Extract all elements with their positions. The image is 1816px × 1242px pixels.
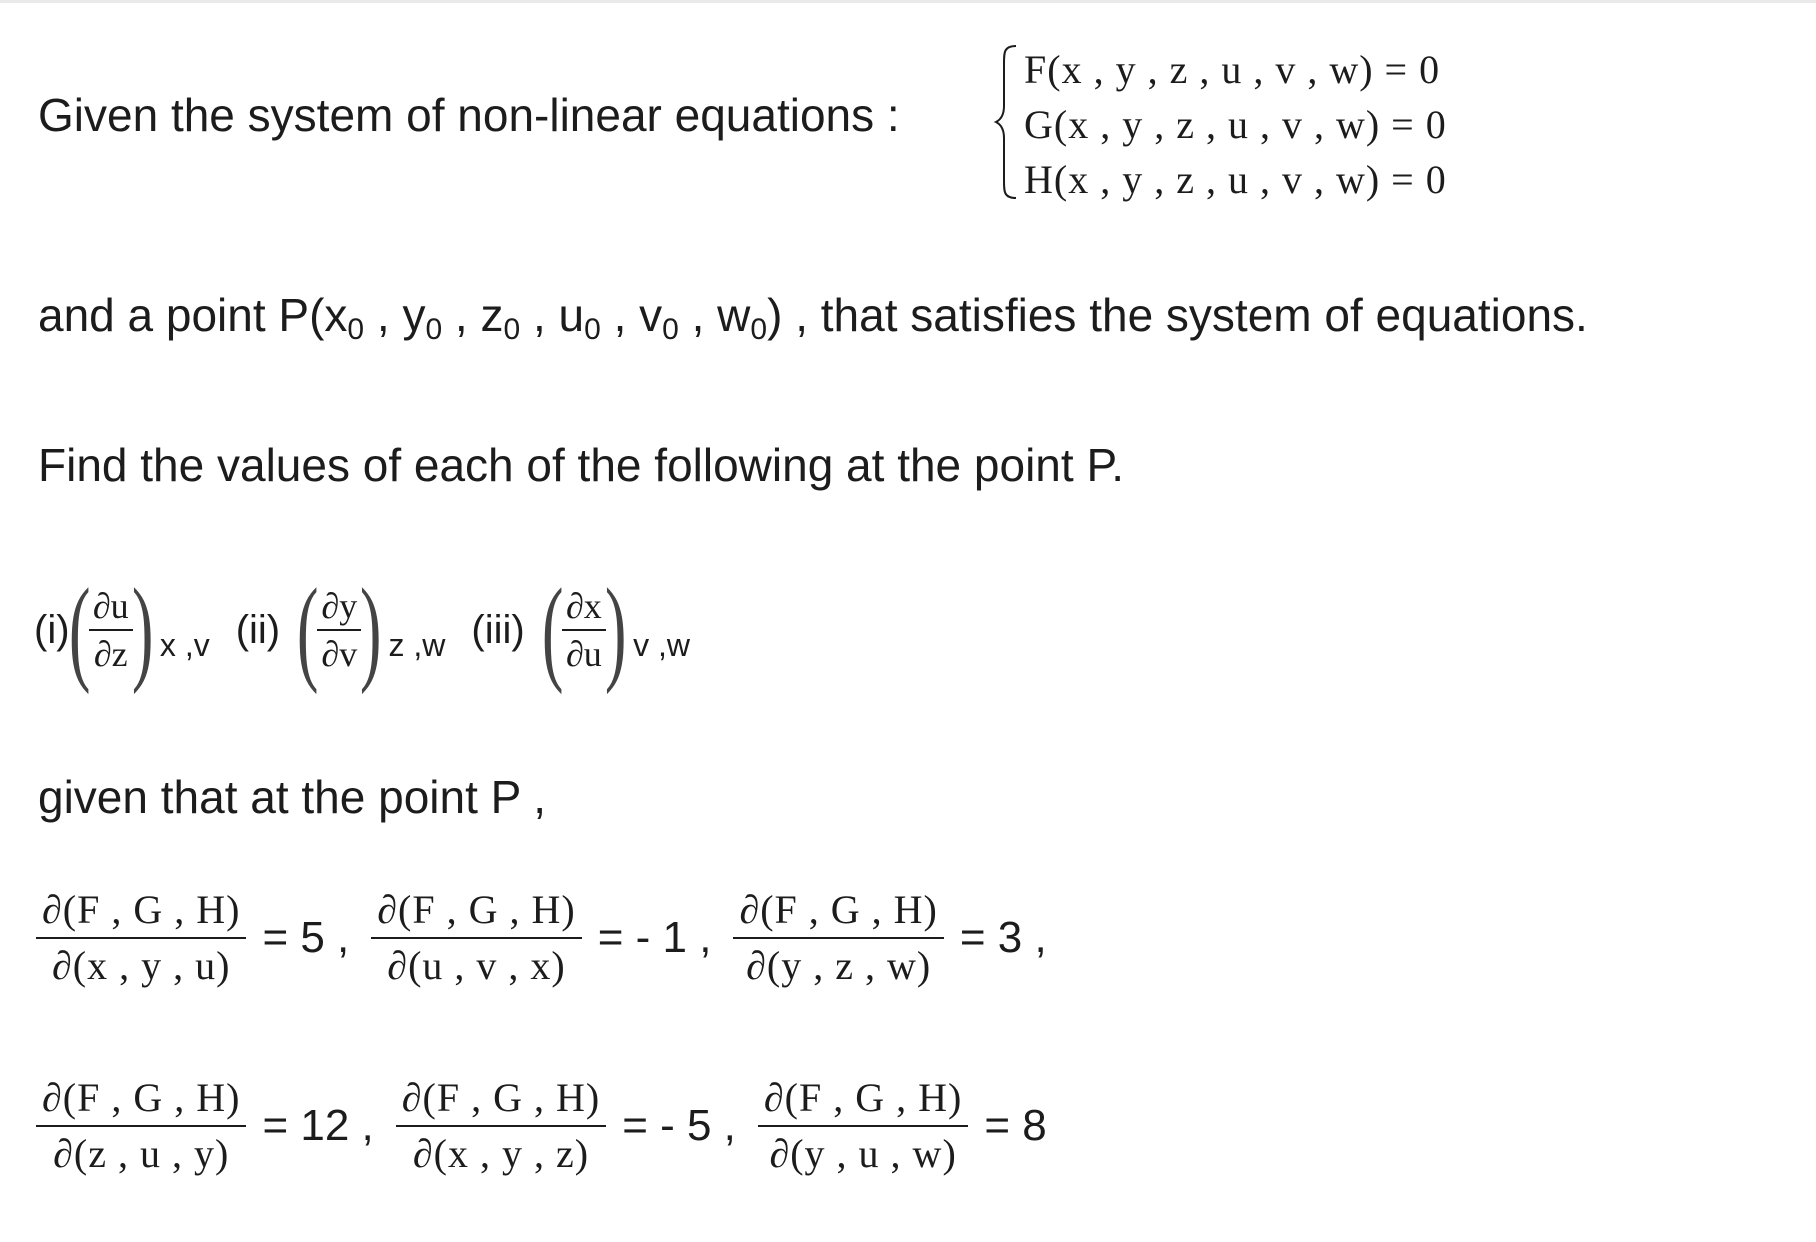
- left-paren-icon: (: [541, 564, 564, 695]
- jacobian-fraction: $\frac{\partial(F , G , H)}{\partial(y , z , w)}$: [733, 887, 943, 989]
- given-text: given that at the point P ,: [38, 771, 547, 823]
- jacobian-value: = 5 ,: [262, 913, 350, 962]
- right-paren-icon: ): [360, 564, 382, 695]
- jacobian-value: = 8: [984, 1101, 1047, 1150]
- coord-u: $u_0$: [558, 289, 601, 346]
- left-brace-icon: [994, 44, 1018, 200]
- derivatives-list: [34, 560, 690, 700]
- right-paren-icon: ): [131, 564, 154, 695]
- held-constant-1: x ,v: [159, 626, 210, 663]
- left-paren-icon: (: [68, 564, 90, 695]
- instruction-text: Find the values of each of the following at the point P.: [38, 439, 1124, 491]
- derivative-label-2: (ii): [235, 607, 281, 652]
- jacobian-row-2: [36, 1066, 1069, 1186]
- jacobian-fraction: $\frac{\partial(F , G , H)}{\partial(y , u , w)}$: [758, 1075, 968, 1177]
- equation-f: F(x , y , z , u , v , w) = 0: [1024, 47, 1441, 92]
- derivative-label-3: (iii): [471, 607, 525, 652]
- point-suffix: ) , that satisfies the system of equations.: [767, 289, 1588, 341]
- equation-h: H(x , y , z , u , v , w) = 0: [1024, 157, 1447, 202]
- right-paren-icon: ): [604, 564, 627, 695]
- held-constant-2: z ,w: [388, 626, 446, 663]
- point-prefix: and a point P(: [38, 289, 325, 341]
- jacobian-fraction: $\frac{\partial(F , G , H)}{\partial(z , u , y)}$: [36, 1075, 246, 1177]
- coord-y: $y_0$: [402, 289, 443, 346]
- coord-x: $x_0$: [324, 289, 365, 346]
- derivative-label-1: (i): [34, 607, 70, 652]
- equation-system: [1024, 42, 1447, 207]
- left-paren-icon: (: [296, 564, 319, 695]
- held-constant-3: v ,w: [633, 626, 690, 663]
- jacobian-value: = - 5 ,: [622, 1101, 736, 1150]
- jacobian-value: = - 1 ,: [597, 913, 712, 962]
- jacobian-fraction: $\frac{\partial(F , G , H)}{\partial(x , y , u)}$: [36, 887, 246, 989]
- jacobian-fraction: $\frac{\partial(F , G , H)}{\partial(x , y , z)}$: [396, 1075, 606, 1177]
- jacobian-row-1: [36, 878, 1069, 998]
- jacobian-fraction: $\frac{\partial(F , G , H)}{\partial(u , v , x)}$: [371, 887, 581, 989]
- coord-z: $z_0$: [480, 289, 521, 346]
- coord-w: $w_0$: [717, 289, 768, 346]
- derivative-fraction-3: $\frac{\partial x}{\partial u}$: [562, 585, 606, 675]
- point-statement: and a point $P(x_0$ , $y_0$ , $z_0$ , $u_0$ , $v_0$ , $w_0$) , that satisfies the system of equations.: [38, 289, 1588, 346]
- jacobian-value: = 12 ,: [262, 1101, 374, 1150]
- derivative-fraction-1: $\frac{\partial u}{\partial z}$: [89, 585, 133, 675]
- coord-v: $v_0$: [639, 289, 679, 346]
- derivative-fraction-2: $\frac{\partial y}{\partial v}$: [317, 585, 361, 675]
- intro-text: Given the system of non-linear equations :: [38, 89, 900, 141]
- jacobian-value: = 3 ,: [959, 913, 1047, 962]
- top-divider: [0, 0, 1816, 3]
- equation-g: G(x , y , z , u , v , w) = 0: [1024, 102, 1447, 147]
